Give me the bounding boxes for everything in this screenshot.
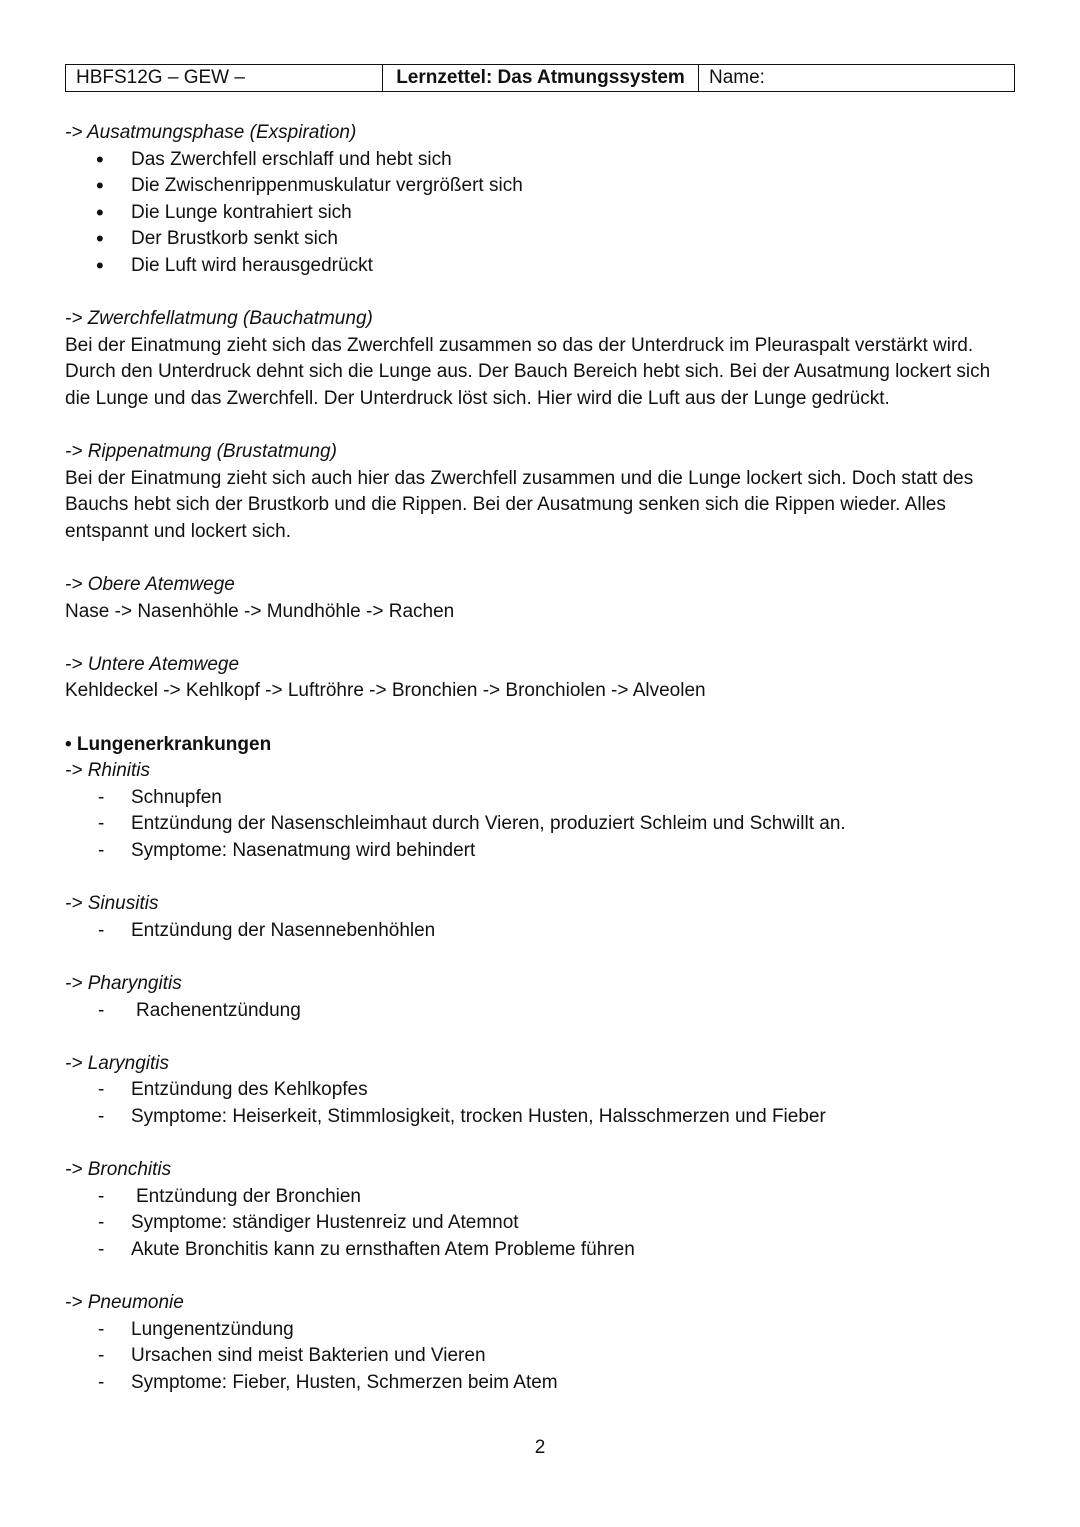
disease-heading-rhinitis: -> Rhinitis — [65, 760, 150, 782]
disease-heading-pneumonie: -> Pneumonie — [65, 1292, 184, 1314]
list-item: - Akute Bronchitis kann zu ernsthaften Atem Probleme führen — [65, 1237, 1015, 1264]
expiration-list — [65, 147, 1015, 280]
sinusitis-list — [65, 918, 1015, 945]
pharyngitis-list — [65, 998, 1015, 1025]
list-item: - Schnupfen — [65, 785, 1015, 812]
disease-heading-laryngitis: -> Laryngitis — [65, 1052, 170, 1074]
list-item: - Entzündung der Nasennebenhöhlen — [65, 918, 1015, 945]
paragraph-rippenatmung: Bei der Einatmung zieht sich auch hier das Zwerchfell zusammen und die Lunge lockert sich. Doch statt des Bauchs hebt sich der Brustkorb und die Rippen. Bei der Ausatmung senken sich die Rippen wieder. Alles entspannt und lockert sich. — [65, 467, 974, 542]
paragraph-zwerchfellatmung: Bei der Einatmung zieht sich das Zwerchfell zusammen so das der Unterdruck im Pleuraspalt verstärkt wird. Durch den Unterdruck dehnt sich die Lunge aus. Der Bauch Bereich hebt sich. Bei der Ausatmung lockert sich die Lunge und das Zwerchfell. Der Unterdruck löst sich. Hier wird die Luft aus der Lunge gedrückt. — [65, 334, 991, 409]
page-number: 2 — [534, 1437, 546, 1458]
laryngitis-list — [65, 1077, 1015, 1130]
section-heading-expiration: -> Ausatmungsphase (Exspiration) — [65, 122, 357, 143]
section-heading-rippenatmung: -> Rippenatmung (Brustatmung) — [65, 441, 337, 463]
course-cell: HBFS12G – GEW – — [66, 65, 383, 91]
list-item: • Die Zwischenrippenmuskulatur vergrößert sich — [65, 173, 1015, 200]
list-item: - Symptome: Nasenatmung wird behindert — [65, 838, 1015, 865]
list-item: - Symptome: Fieber, Husten, Schmerzen beim Atem — [65, 1370, 1015, 1397]
section-heading-untere-atemwege: -> Untere Atemwege — [65, 653, 240, 675]
text-obere-atemwege: Nase -> Nasenhöhle -> Mundhöhle -> Rachen — [65, 600, 455, 622]
disease-heading-sinusitis: -> Sinusitis — [65, 893, 159, 915]
bronchitis-list — [65, 1184, 1015, 1264]
list-item: • Die Lunge kontrahiert sich — [65, 200, 1015, 227]
document-title: Lernzettel: Das Atmungssystem — [383, 65, 699, 91]
list-item: - Symptome: ständiger Hustenreiz und Atemnot — [65, 1210, 1015, 1237]
name-field: Name: — [709, 67, 765, 88]
list-item: - Entzündung des Kehlkopfes — [65, 1077, 1015, 1104]
text-untere-atemwege: Kehldeckel -> Kehlkopf -> Luftröhre -> Bronchien -> Bronchiolen -> Alveolen — [65, 680, 706, 702]
list-item: - Entzündung der Nasenschleimhaut durch Vieren, produziert Schleim und Schwillt an. — [65, 811, 1015, 838]
section-title-lungenerkrankungen: • Lungenerkrankungen — [65, 733, 272, 755]
rhinitis-list — [65, 785, 1015, 865]
disease-heading-bronchitis: -> Bronchitis — [65, 1159, 172, 1181]
list-item: - Symptome: Heiserkeit, Stimmlosigkeit, trocken Husten, Halsschmerzen und Fieber — [65, 1104, 1015, 1131]
list-item: - Entzündung der Bronchien — [65, 1184, 1015, 1211]
disease-heading-pharyngitis: -> Pharyngitis — [65, 973, 182, 994]
list-item: - Ursachen sind meist Bakterien und Vieren — [65, 1343, 1015, 1370]
header-table — [65, 64, 1015, 92]
document-body — [65, 120, 1015, 1397]
list-item: - Rachenentzündung — [65, 998, 1015, 1025]
section-heading-obere-atemwege: -> Obere Atemwege — [65, 574, 235, 596]
section-heading-zwerchfellatmung: -> Zwerchfellatmung (Bauchatmung) — [65, 308, 373, 330]
pneumonie-list — [65, 1317, 1015, 1397]
list-item: • Die Luft wird herausgedrückt — [65, 253, 1015, 280]
list-item: • Das Zwerchfell erschlaff und hebt sich — [65, 147, 1015, 174]
list-item: - Lungenentzündung — [65, 1317, 1015, 1344]
list-item: • Der Brustkorb senkt sich — [65, 226, 1015, 253]
